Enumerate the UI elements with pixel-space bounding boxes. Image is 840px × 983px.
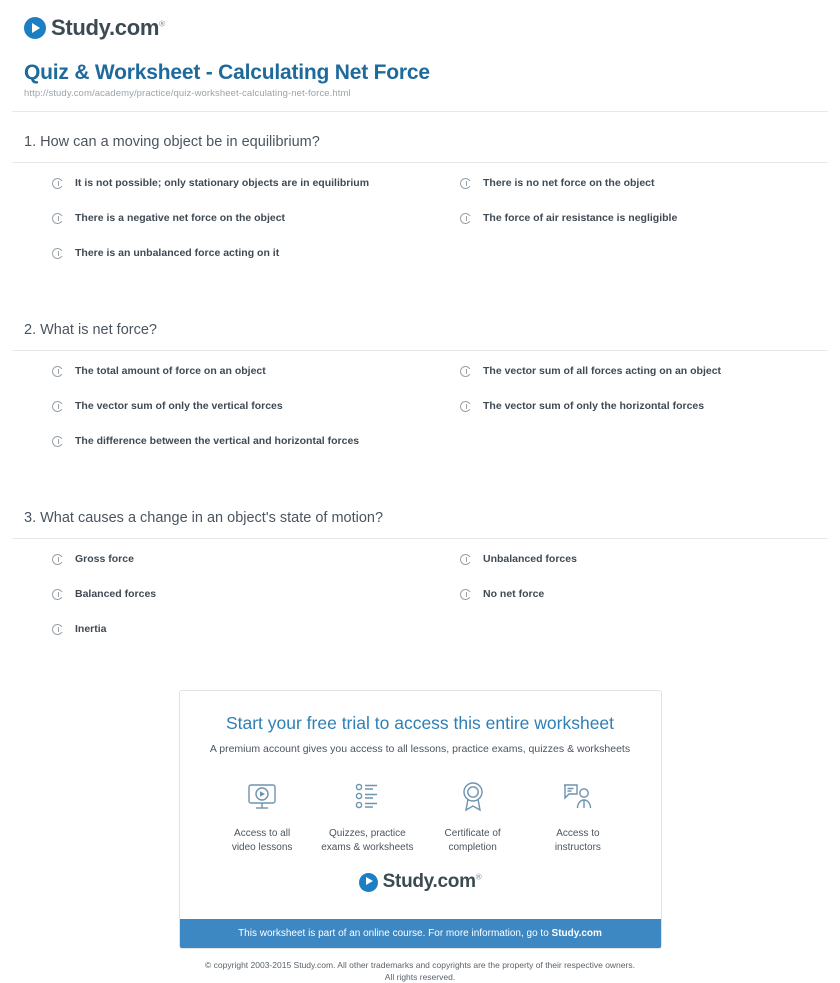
answer-label: There is an unbalanced force acting on it [75, 247, 280, 259]
radio-button-icon[interactable] [460, 554, 471, 565]
answer-label: The vector sum of only the vertical forces [75, 400, 283, 412]
answer-label: The vector sum of all forces acting on an object [483, 365, 722, 377]
answer-option[interactable] [420, 357, 828, 392]
questions-list [12, 112, 828, 676]
answer-options [12, 351, 828, 488]
play-circle-icon [359, 873, 378, 892]
page-url: http://study.com/academy/practice/quiz-worksheet-calculating-net-force.html [24, 88, 351, 99]
feature-label: Certificate of completion [444, 828, 501, 853]
instructor-chat-icon [525, 775, 630, 819]
answer-option[interactable] [12, 239, 420, 274]
certificate-icon [420, 775, 525, 819]
radio-button-icon[interactable] [52, 589, 63, 600]
answer-label: There is a negative net force on the object [75, 212, 286, 224]
course-info-bar [180, 919, 661, 948]
answer-label: It is not possible; only stationary objects are in equilibrium [75, 177, 370, 189]
feature-video-lessons [210, 775, 315, 855]
answer-option[interactable] [12, 427, 420, 462]
feature-instructors [525, 775, 630, 855]
copyright-line-2: All rights reserved. [384, 972, 456, 982]
answer-label: No net force [483, 588, 545, 600]
free-trial-card [179, 690, 662, 949]
answer-label: Inertia [75, 623, 107, 635]
promo-logo[interactable] [204, 863, 637, 909]
radio-button-icon[interactable] [460, 213, 471, 224]
feature-quizzes [315, 775, 420, 855]
answer-option[interactable] [12, 204, 420, 239]
feature-certificate [420, 775, 525, 855]
answer-option[interactable] [420, 169, 828, 204]
answer-option[interactable] [12, 357, 420, 392]
question-block [12, 112, 828, 300]
question-text: 1. How can a moving object be in equilibrium? [24, 134, 320, 150]
answer-label: The total amount of force on an object [75, 365, 266, 377]
answer-option[interactable] [12, 545, 420, 580]
answer-option[interactable] [420, 580, 828, 615]
question-block [12, 300, 828, 488]
answer-option[interactable] [12, 169, 420, 204]
quiz-list-icon [315, 775, 420, 819]
course-info-text: This worksheet is part of an online course. For more information, go to [238, 928, 552, 939]
question-text: 2. What is net force? [24, 322, 157, 338]
answer-label: The difference between the vertical and horizontal forces [75, 435, 360, 447]
radio-button-icon[interactable] [52, 401, 63, 412]
copyright-footer [12, 949, 828, 983]
radio-button-icon[interactable] [460, 366, 471, 377]
radio-button-icon[interactable] [460, 178, 471, 189]
radio-button-icon[interactable] [52, 178, 63, 189]
answer-option[interactable] [12, 392, 420, 427]
brand-name: Study [51, 15, 109, 40]
radio-button-icon[interactable] [52, 436, 63, 447]
trademark-symbol: ® [475, 872, 482, 882]
play-circle-icon [24, 17, 46, 39]
radio-button-icon[interactable] [52, 248, 63, 259]
answer-label: There is no net force on the object [483, 177, 655, 189]
radio-button-icon[interactable] [52, 213, 63, 224]
page-title: Quiz & Worksheet - Calculating Net Force [24, 61, 430, 84]
answer-options [12, 539, 828, 676]
answer-label: Unbalanced forces [483, 553, 577, 565]
brand-name: Study [382, 871, 433, 892]
answer-option[interactable] [420, 204, 828, 239]
radio-button-icon[interactable] [52, 554, 63, 565]
radio-button-icon[interactable] [52, 366, 63, 377]
promo-title: Start your free trial to access this entire worksheet [225, 713, 615, 733]
question-block [12, 488, 828, 676]
promo-body [180, 691, 661, 919]
promo-features [204, 775, 637, 863]
radio-button-icon[interactable] [460, 589, 471, 600]
trademark-symbol: ® [159, 19, 165, 29]
answer-option[interactable] [420, 392, 828, 427]
brand-wordmark [383, 871, 482, 893]
answer-label: Balanced forces [75, 588, 157, 600]
answer-label: The force of air resistance is negligible [483, 212, 678, 224]
feature-label: Access to instructors [554, 828, 601, 853]
answer-label: The vector sum of only the horizontal forces [483, 400, 705, 412]
promo-section [12, 690, 828, 949]
site-logo[interactable] [12, 0, 828, 44]
feature-label: Quizzes, practice exams & worksheets [321, 828, 414, 853]
radio-button-icon[interactable] [460, 401, 471, 412]
brand-wordmark [51, 15, 165, 41]
answer-option[interactable] [420, 545, 828, 580]
feature-label: Access to all video lessons [231, 828, 293, 853]
title-block [12, 44, 828, 99]
radio-button-icon[interactable] [52, 624, 63, 635]
answer-options [12, 163, 828, 300]
video-lesson-icon [210, 775, 315, 819]
question-text: 3. What causes a change in an object's state of motion? [24, 510, 384, 526]
brand-suffix: .com [108, 15, 160, 40]
course-info-link[interactable]: Study.com [551, 928, 602, 939]
answer-label: Gross force [75, 553, 134, 565]
promo-subtitle: A premium account gives you access to all lessons, practice exams, quizzes & worksheets [209, 743, 631, 755]
answer-option[interactable] [12, 615, 420, 650]
brand-suffix: .com [432, 871, 476, 892]
copyright-line-1: © copyright 2003-2015 Study.com. All other trademarks and copyrights are the property of their respective owners. [205, 960, 635, 970]
answer-option[interactable] [12, 580, 420, 615]
